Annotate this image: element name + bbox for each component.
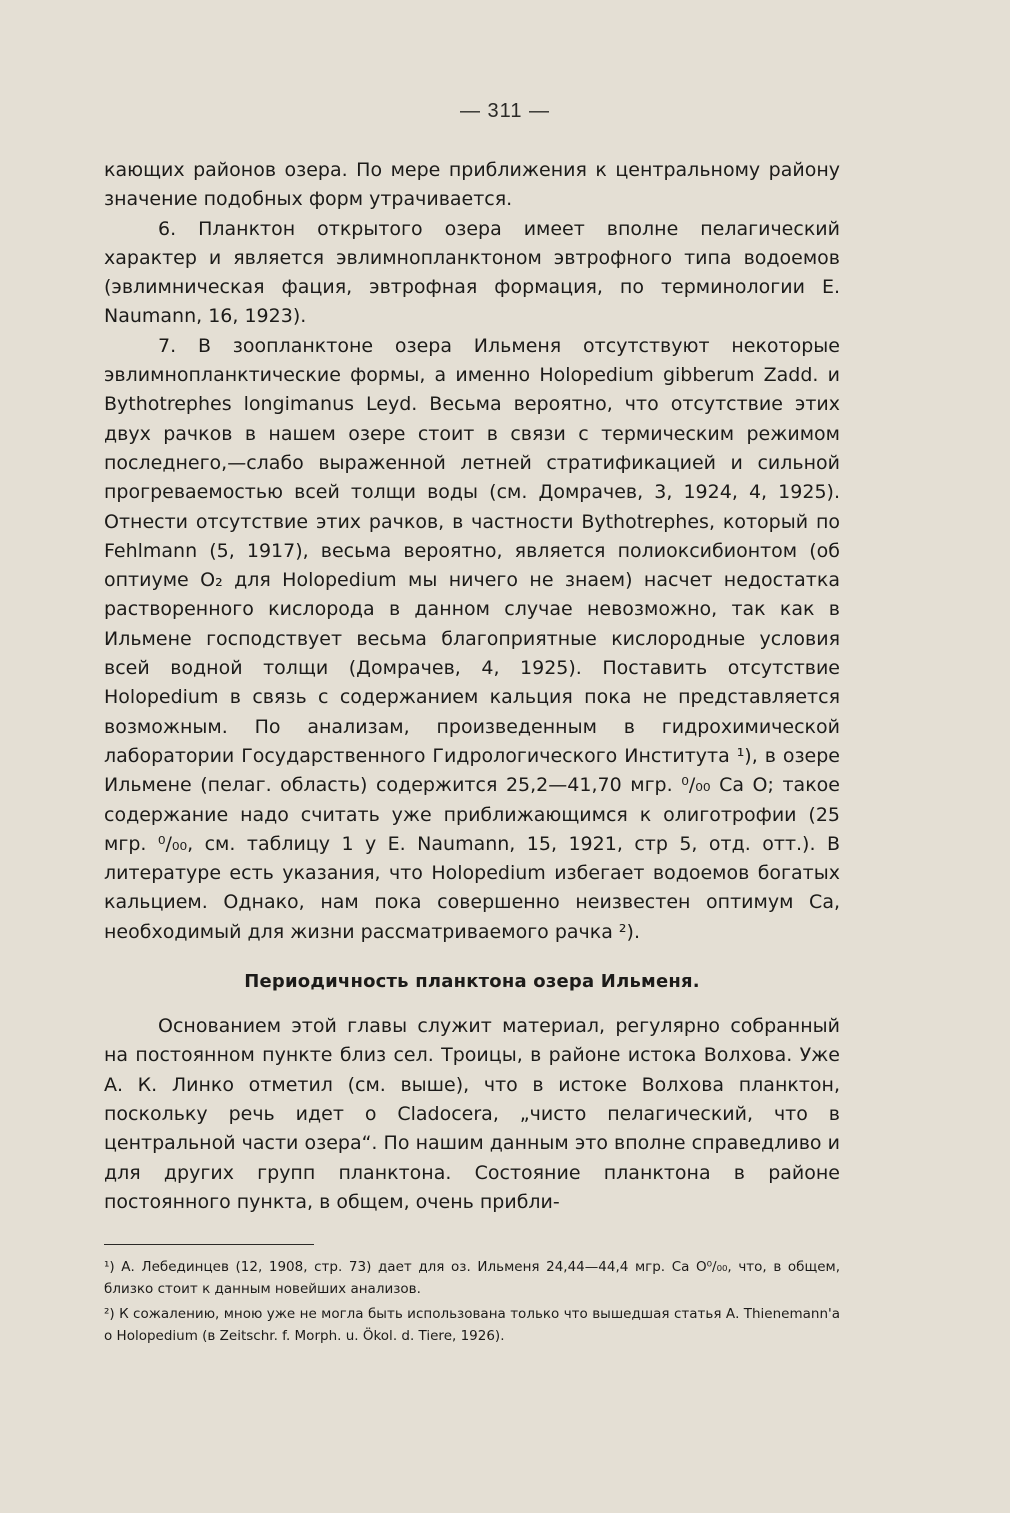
body-text [104, 156, 840, 1217]
section-paragraph: Основанием этой главы служит материал, регулярно собранный на постоянном пункте близ сел. Троицы, в районе истока Волхова. Уже А. К. Линко отметил (см. выше), что в истоке Волхова планктон, поскольку речь идет о Cladocera, „чисто пелагический, что в центральной части озера“. По нашим данным это вполне справедливо и для других групп планктона. Состояние планктона в районе постоянного пункта, в общем, очень прибли- [104, 1015, 840, 1213]
footnote-divider [104, 1244, 314, 1245]
footnote-1: ¹) А. Лебединцев (12, 1908, стр. 73) дает для оз. Ильменя 24,44—44,4 мгр. Ca O⁰/₀₀, что, в общем, близко стоит к данным новейших анализов. [104, 1259, 840, 1297]
paragraph-item-6: 6. Планктон открытого озера имеет вполне пелагический характер и является эвлимнопланктоном эвтрофного типа водоемов (эвлимническая фация, эвтрофная формация, по терминологии E. Naumann, 16, 1923). [104, 217, 840, 328]
section-heading: Периодичность планктона озера Ильменя. [244, 971, 700, 993]
paragraph-continuation: кающих районов озера. По мере приближения к центральному району значение подобных форм утрачивается. [104, 159, 840, 211]
footnote-2: ²) К сожалению, мною уже не могла быть использована только что вышедшая статья А. Thienemann'a о Holopedium (в Zeitschr. f. Morph. u. Ökol. d. Tiere, 1926). [104, 1306, 840, 1344]
paragraph-item-7: 7. В зоопланктоне озера Ильменя отсутствуют некоторые эвлимнопланктические формы, а именно Holopedium gibberum Zadd. и Bythotrephes longimanus Leyd. Весьма вероятно, что отсутствие этих двух рачков в нашем озере стоит в связи с термическим режимом последнего,—слабо выраженной летней стратификацией и сильной прогреваемостью всей толщи воды (см. Домрачев, 3, 1924, 4, 1925). Отнести отсутствие этих рачков, в частности Bythotrephes, который по Fehlmann (5, 1917), весьма вероятно, является полиоксибионтом (об оптиуме O₂ для Holopedium мы ничего не знаем) насчет недостатка растворенного кислорода в данном случае невозможно, так как в Ильмене господствует весьма благоприятные кислородные условия всей водной толщи (Домрачев, 4, 1925). Поставить отсутствие Holopedium в связь с содержанием кальция пока не представляется возможным. По анализам, произведенным в гидрохимической лаборатории Государственного Гидрологического Института ¹), в озере Ильмене (пелаг. область) содержится 25,2—41,70 мгр. ⁰/₀₀ Ca O; такое содержание надо считать уже приближающимся к олиготрофии (25 мгр. ⁰/₀₀, см. таблицу 1 у E. Naumann, 15, 1921, стр 5, отд. отт.). В литературе есть указания, что Holopedium избегает водоемов богатых кальцием. Однако, нам пока совершенно неизвестен оптимум Ca, необходимый для жизни рассматриваемого рачка ²). [104, 334, 840, 943]
footnotes [104, 1244, 840, 1347]
page-number: — 311 — [460, 100, 550, 122]
